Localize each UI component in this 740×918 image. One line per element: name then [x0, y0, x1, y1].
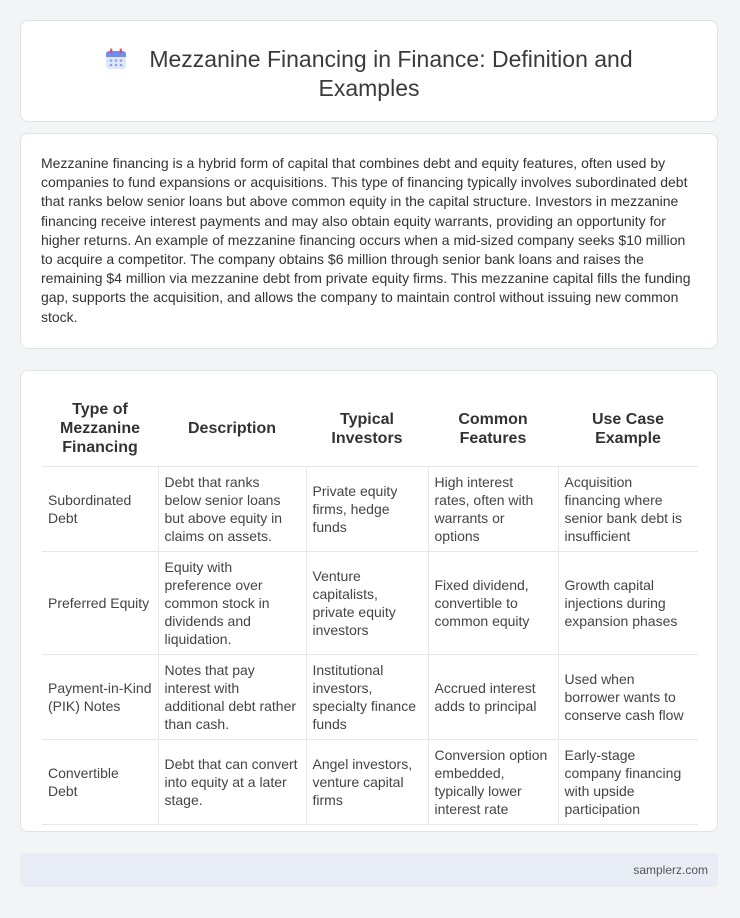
header-description: Description [187, 420, 276, 438]
header-investors: Typical Investors [331, 410, 403, 447]
cell-type: Subordinated Debt [42, 466, 158, 551]
header-features: Common Features [458, 410, 528, 447]
page-title [21, 45, 717, 103]
intro-card [20, 133, 718, 349]
cell-features: Fixed dividend, convertible to common equity [428, 551, 558, 654]
table-row [42, 551, 698, 654]
cell-use-case: Acquisition financing where senior bank debt is insufficient [558, 466, 698, 551]
table-header-row [42, 392, 698, 466]
cell-use-case: Growth capital injections during expansion phases [558, 551, 698, 654]
cell-investors: Venture capitalists, private equity investors [306, 551, 428, 654]
header-use-case: Use Case Example [591, 410, 665, 447]
cell-investors: Private equity firms, hedge funds [306, 466, 428, 551]
cell-description: Debt that can convert into equity at a later stage. [158, 739, 306, 824]
cell-description: Debt that ranks below senior loans but above equity in claims on assets. [158, 466, 306, 551]
cell-type: Convertible Debt [42, 739, 158, 824]
intro-paragraph: Mezzanine financing is a hybrid form of capital that combines debt and equity features, often used by companies to fund expansions or acquisitions. This type of financing typically involves subordinated debt that ranks below senior loans but above common equity in the capital structure. Investors in mezzanine financing receive interest payments and may also obtain equity warrants, providing an opportunity for higher returns. An example of mezzanine financing occurs when a mid-sized company seeks $10 million to acquire a competitor. The company obtains $6 million through senior bank loans and raises the remaining $4 million via mezzanine debt from private equity firms. This mezzanine capital fills the funding gap, supports the acquisition, and allows the company to maintain control without issuing new common stock. [41, 155, 691, 325]
cell-type: Payment-in-Kind (PIK) Notes [42, 654, 158, 739]
cell-investors: Angel investors, venture capital firms [306, 739, 428, 824]
cell-features: High interest rates, often with warrants or options [428, 466, 558, 551]
cell-features: Conversion option embedded, typically lower interest rate [428, 739, 558, 824]
footer-site-link[interactable]: samplerz.com [633, 863, 708, 877]
calendar-icon [105, 48, 127, 70]
title-line-1: Mezzanine Financing in Finance: Definition and [149, 46, 633, 72]
cell-features: Accrued interest adds to principal [428, 654, 558, 739]
table-row [42, 466, 698, 551]
table-row [42, 654, 698, 739]
table-row [42, 739, 698, 824]
cell-description: Notes that pay interest with additional debt rather than cash. [158, 654, 306, 739]
cell-type: Preferred Equity [42, 551, 158, 654]
cell-use-case: Early-stage company financing with upside participation [558, 739, 698, 824]
cell-investors: Institutional investors, specialty finance funds [306, 654, 428, 739]
cell-description: Equity with preference over common stock in dividends and liquidation. [158, 551, 306, 654]
title-card [20, 20, 718, 122]
title-line-2: Examples [318, 75, 420, 101]
header-type: Type of Mezzanine Financing [59, 401, 140, 457]
table-card [20, 370, 718, 832]
mezzanine-types-table [42, 392, 698, 825]
footer-bar [20, 853, 718, 887]
cell-use-case: Used when borrower wants to conserve cash flow [558, 654, 698, 739]
